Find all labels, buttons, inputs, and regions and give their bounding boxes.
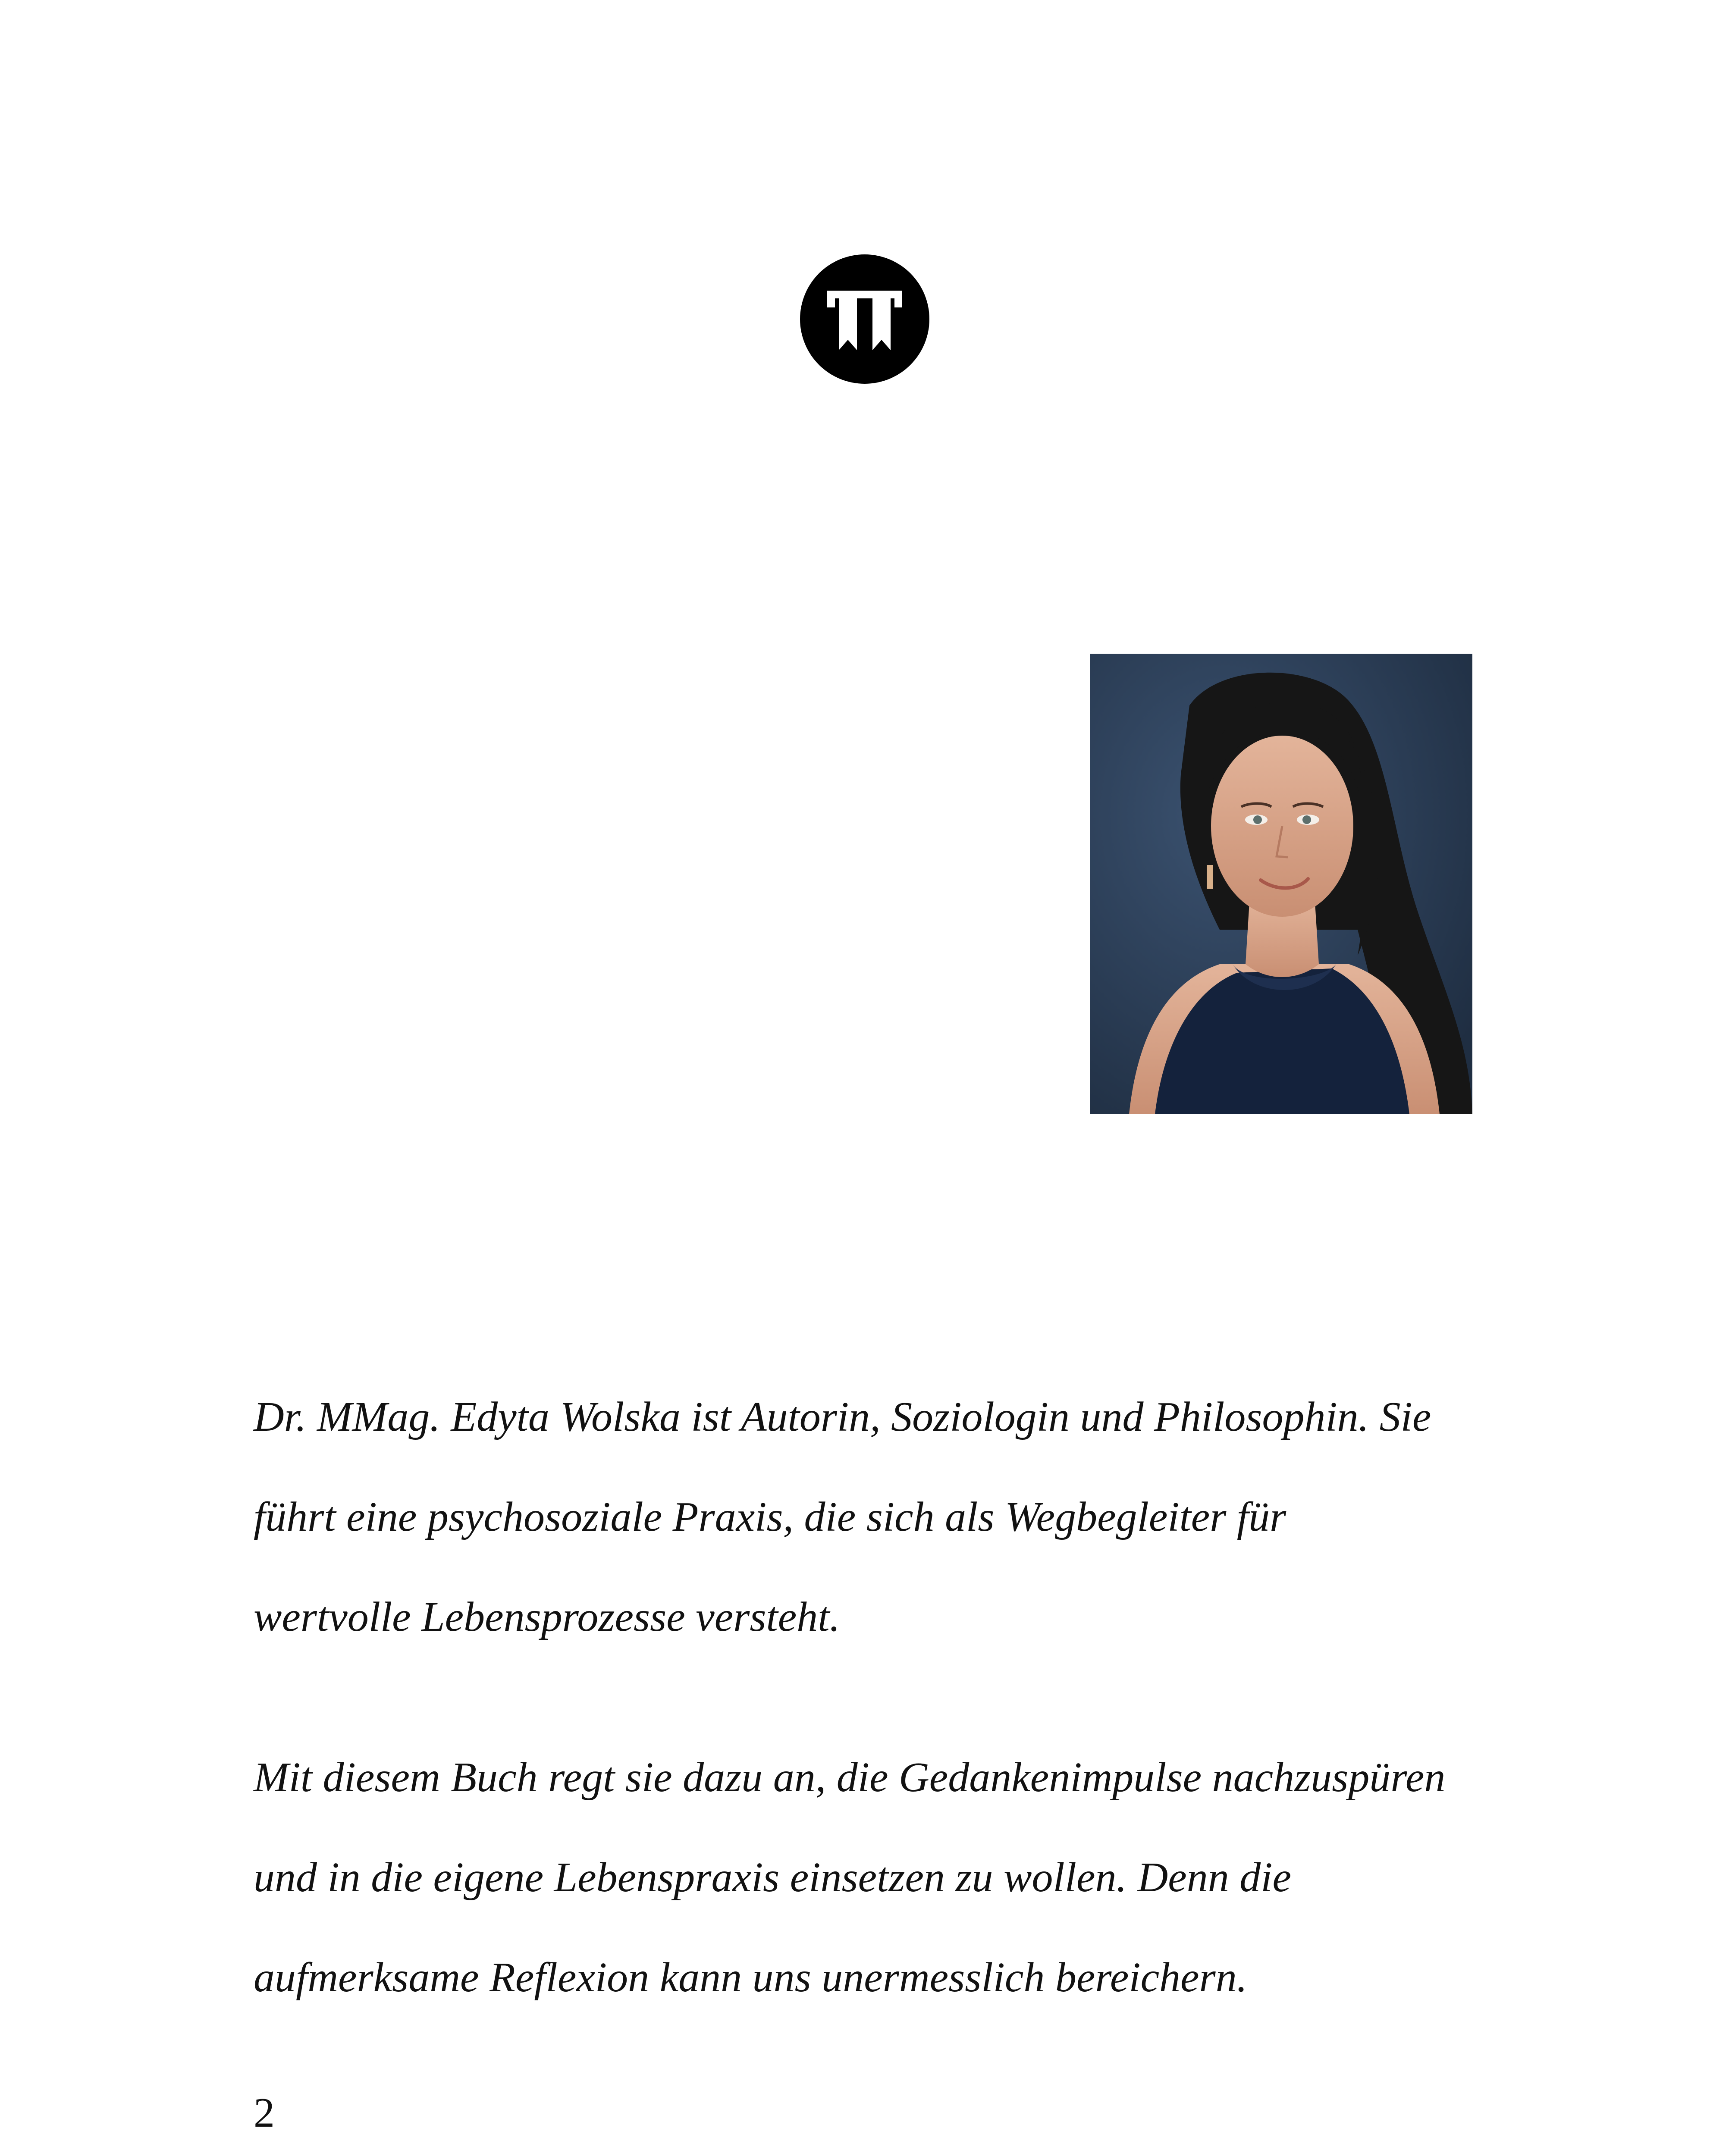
page-number: 2 bbox=[254, 2090, 275, 2136]
bio-line: wertvolle Lebensprozesse versteht. bbox=[254, 1594, 840, 1640]
bio-line: Dr. MMag. Edyta Wolska ist Autorin, Soziologin und Philosophin. Sie bbox=[254, 1394, 1431, 1440]
bio-line: aufmerksame Reflexion kann uns unermesslich bereichern. bbox=[254, 1954, 1248, 2001]
bio-line: Mit diesem Buch regt sie dazu an, die Gedankenimpulse nachzuspüren bbox=[254, 1754, 1446, 1801]
author-bio bbox=[254, 1367, 1504, 2028]
bio-line: und in die eigene Lebenspraxis einsetzen zu wollen. Denn die bbox=[254, 1854, 1291, 1901]
bio-paragraph bbox=[254, 1727, 1504, 2028]
bio-line: führt eine psychosoziale Praxis, die sich als Wegbegleiter für bbox=[254, 1494, 1286, 1540]
bio-paragraph bbox=[254, 1367, 1504, 1667]
author-portrait bbox=[1090, 654, 1472, 1114]
publisher-logo-icon bbox=[800, 254, 929, 384]
